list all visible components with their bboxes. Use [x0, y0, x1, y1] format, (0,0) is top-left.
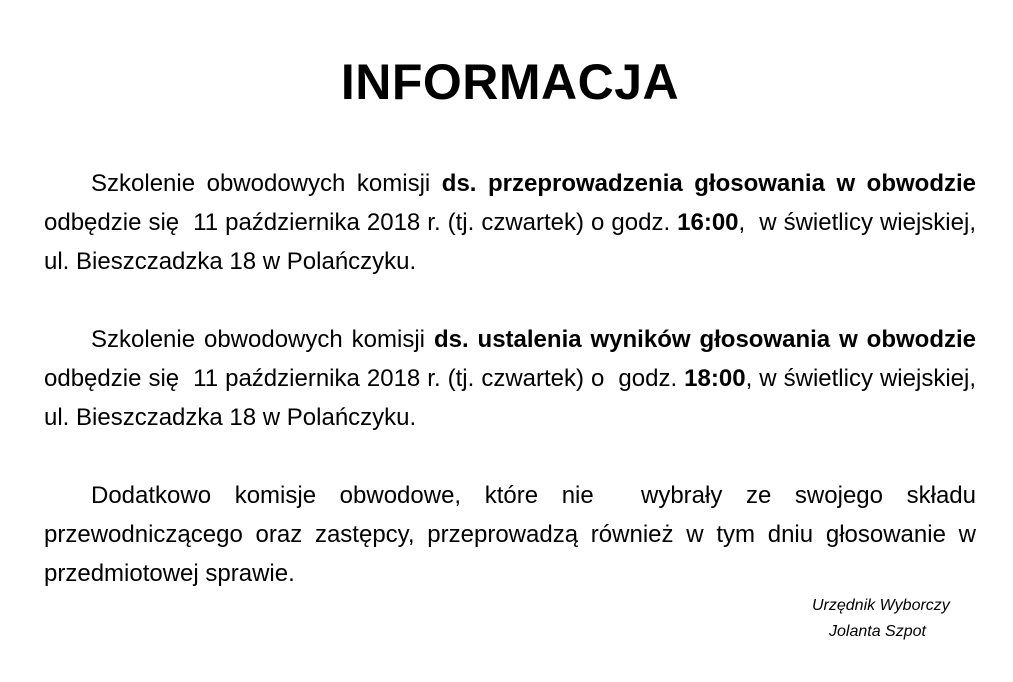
paragraph-text: Szkolenie obwodowych komisji [91, 170, 442, 197]
paragraph-text: Szkolenie obwodowych komisji [91, 326, 434, 353]
paragraph-text: , w świetlicy wiejskiej, ul. Bieszczadzka 18 w Polańczyku. [44, 209, 983, 275]
paragraph-text: odbędzie się 11 października 2018 r. (tj. czwartek) o godz. [44, 170, 983, 236]
paragraph-time: 16:00 [677, 209, 739, 236]
paragraph-text: odbędzie się 11 października 2018 r. (tj. czwartek) o godz. [44, 326, 983, 392]
paragraph-bold-text: ds. ustalenia wyników głosowania w obwodzie [433, 326, 976, 353]
paragraph-bold-text: ds. przeprowadzenia głosowania w obwodzie [441, 170, 977, 197]
signature-name: Jolanta Szpot [829, 623, 926, 640]
paragraph-time: 18:00 [684, 365, 746, 392]
paragraph-additional-info [44, 476, 983, 593]
paragraph-training-results [44, 320, 983, 437]
page-title: INFORMACJA [340, 54, 680, 110]
signature-role: Urzędnik Wyborczy [812, 597, 950, 614]
paragraph-text: , w świetlicy wiejskiej, ul. Bieszczadzka 18 w Polańczyku. [44, 365, 983, 431]
paragraph-training-voting [44, 164, 983, 281]
paragraph-text: Dodatkowo komisje obwodowe, które nie wybrały ze swojego składu przewodniczącego oraz zastępcy, przeprowadzą również w tym dniu głosowanie w przedmiotowej sprawie. [44, 482, 983, 587]
